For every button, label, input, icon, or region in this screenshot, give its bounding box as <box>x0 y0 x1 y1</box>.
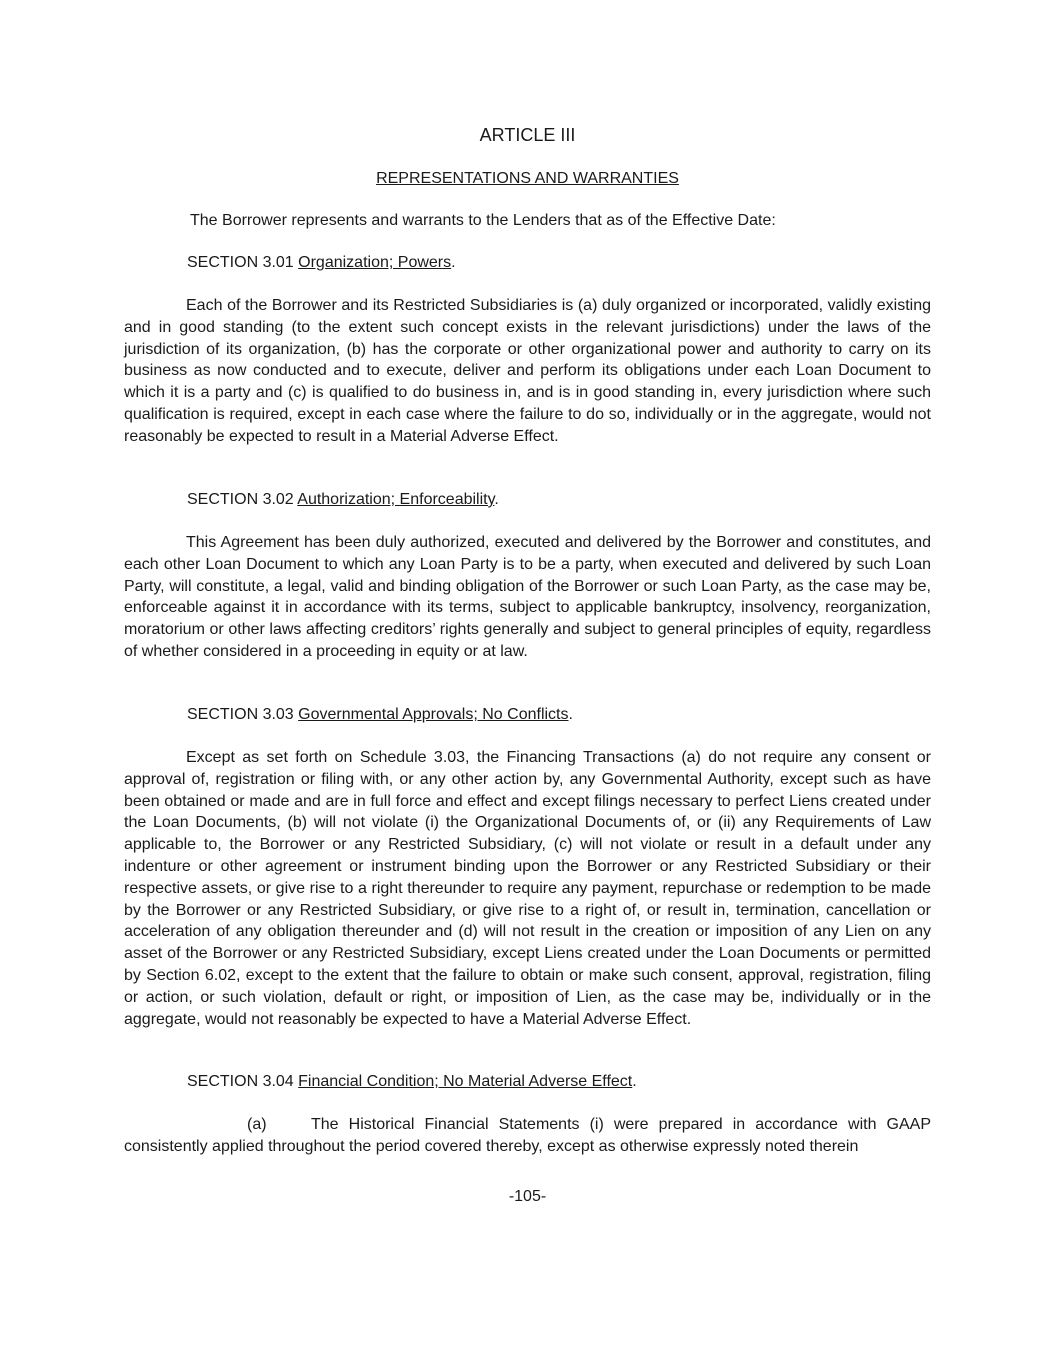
section-number: SECTION 3.02 <box>187 491 294 508</box>
section-number: SECTION 3.03 <box>187 706 294 723</box>
section-number: SECTION 3.01 <box>187 254 294 271</box>
section-title: Financial Condition; No Material Adverse Effect <box>298 1073 633 1090</box>
section-heading-3-04: SECTION 3.04 Financial Condition; No Material Adverse Effect. <box>187 1073 637 1090</box>
page-number: -105- <box>508 1188 547 1205</box>
section-title: Organization; Powers <box>298 254 452 271</box>
item-body: The Historical Financial Statements (i) were prepared in accordance with GAAP consistently applied throughout the period covered thereby, except as otherwise expressly noted therein <box>124 1116 931 1155</box>
section-title: Governmental Approvals; No Conflicts <box>298 706 569 723</box>
section-number: SECTION 3.04 <box>187 1073 294 1090</box>
item-label: (a) <box>247 1116 267 1133</box>
section-heading-3-01: SECTION 3.01 Organization; Powers. <box>187 254 456 271</box>
section-heading-3-03: SECTION 3.03 Governmental Approvals; No Conflicts. <box>187 706 573 723</box>
article-subtitle: REPRESENTATIONS AND WARRANTIES <box>376 170 679 187</box>
section-title: Authorization; Enforceability <box>297 491 495 508</box>
section-heading-3-02: SECTION 3.02 Authorization; Enforceability. <box>187 491 499 508</box>
article-intro: The Borrower represents and warrants to the Lenders that as of the Effective Date: <box>190 212 776 229</box>
section-body-3-03: Except as set forth on Schedule 3.03, the Financing Transactions (a) do not require any consent or approval of, registration or filing with, or any other action by, any Governmental Authority, except such as have been obtained or made and are in full force and effect and except filings necessary to perfect Liens created under the Loan Documents, (b) will not violate (i) the Organizational Documents of, or (ii) any Requirements of Law applicable to, the Borrower or any Restricted Subsidiary, (c) will not violate or result in a default under any indenture or other agreement or instrument binding upon the Borrower or any Restricted Subsidiary or their respective assets, or give rise to a right thereunder to require any payment, repurchase or redemption to be made by the Borrower or any Restricted Subsidiary, or give rise to a right of, or result in, termination, cancellation or acceleration of any obligation thereunder and (d) will not result in the creation or imposition of any Lien on any asset of the Borrower or any Restricted Subsidiary, except Liens created under the Loan Documents or permitted by Section 6.02, except to the extent that the failure to obtain or make such consent, approval, registration, filing or action, or such violation, default or right, or imposition of Lien, as the case may be, individually or in the aggregate, would not reasonably be expected to have a Material Adverse Effect. <box>124 749 931 1028</box>
section-body-3-01: Each of the Borrower and its Restricted Subsidiaries is (a) duly organized or incorporated, validly existing and in good standing (to the extent such concept exists in the relevant jurisdictions) under the laws of the jurisdiction of its organization, (b) has the corporate or other organizational power and authority to carry on its business as now conducted and to execute, deliver and perform its obligations under each Loan Document to which it is a party and (c) is qualified to do business in, and is in good standing in, every jurisdiction where such qualification is required, except in each case where the failure to do so, individually or in the aggregate, would not reasonably be expected to result in a Material Adverse Effect. <box>124 297 931 445</box>
article-title: ARTICLE III <box>479 125 576 145</box>
section-body-3-02: This Agreement has been duly authorized, executed and delivered by the Borrower and constitutes, and each other Loan Document to which any Loan Party is to be a party, when executed and delivered by such Loan Party, will constitute, a legal, valid and binding obligation of the Borrower or such Loan Party, as the case may be, enforceable against it in accordance with its terms, subject to applicable bankruptcy, insolvency, reorganization, moratorium or other laws affecting creditors’ rights generally and subject to general principles of equity, regardless of whether considered in a proceeding in equity or at law. <box>124 534 931 660</box>
section-item-a <box>124 1114 931 1158</box>
